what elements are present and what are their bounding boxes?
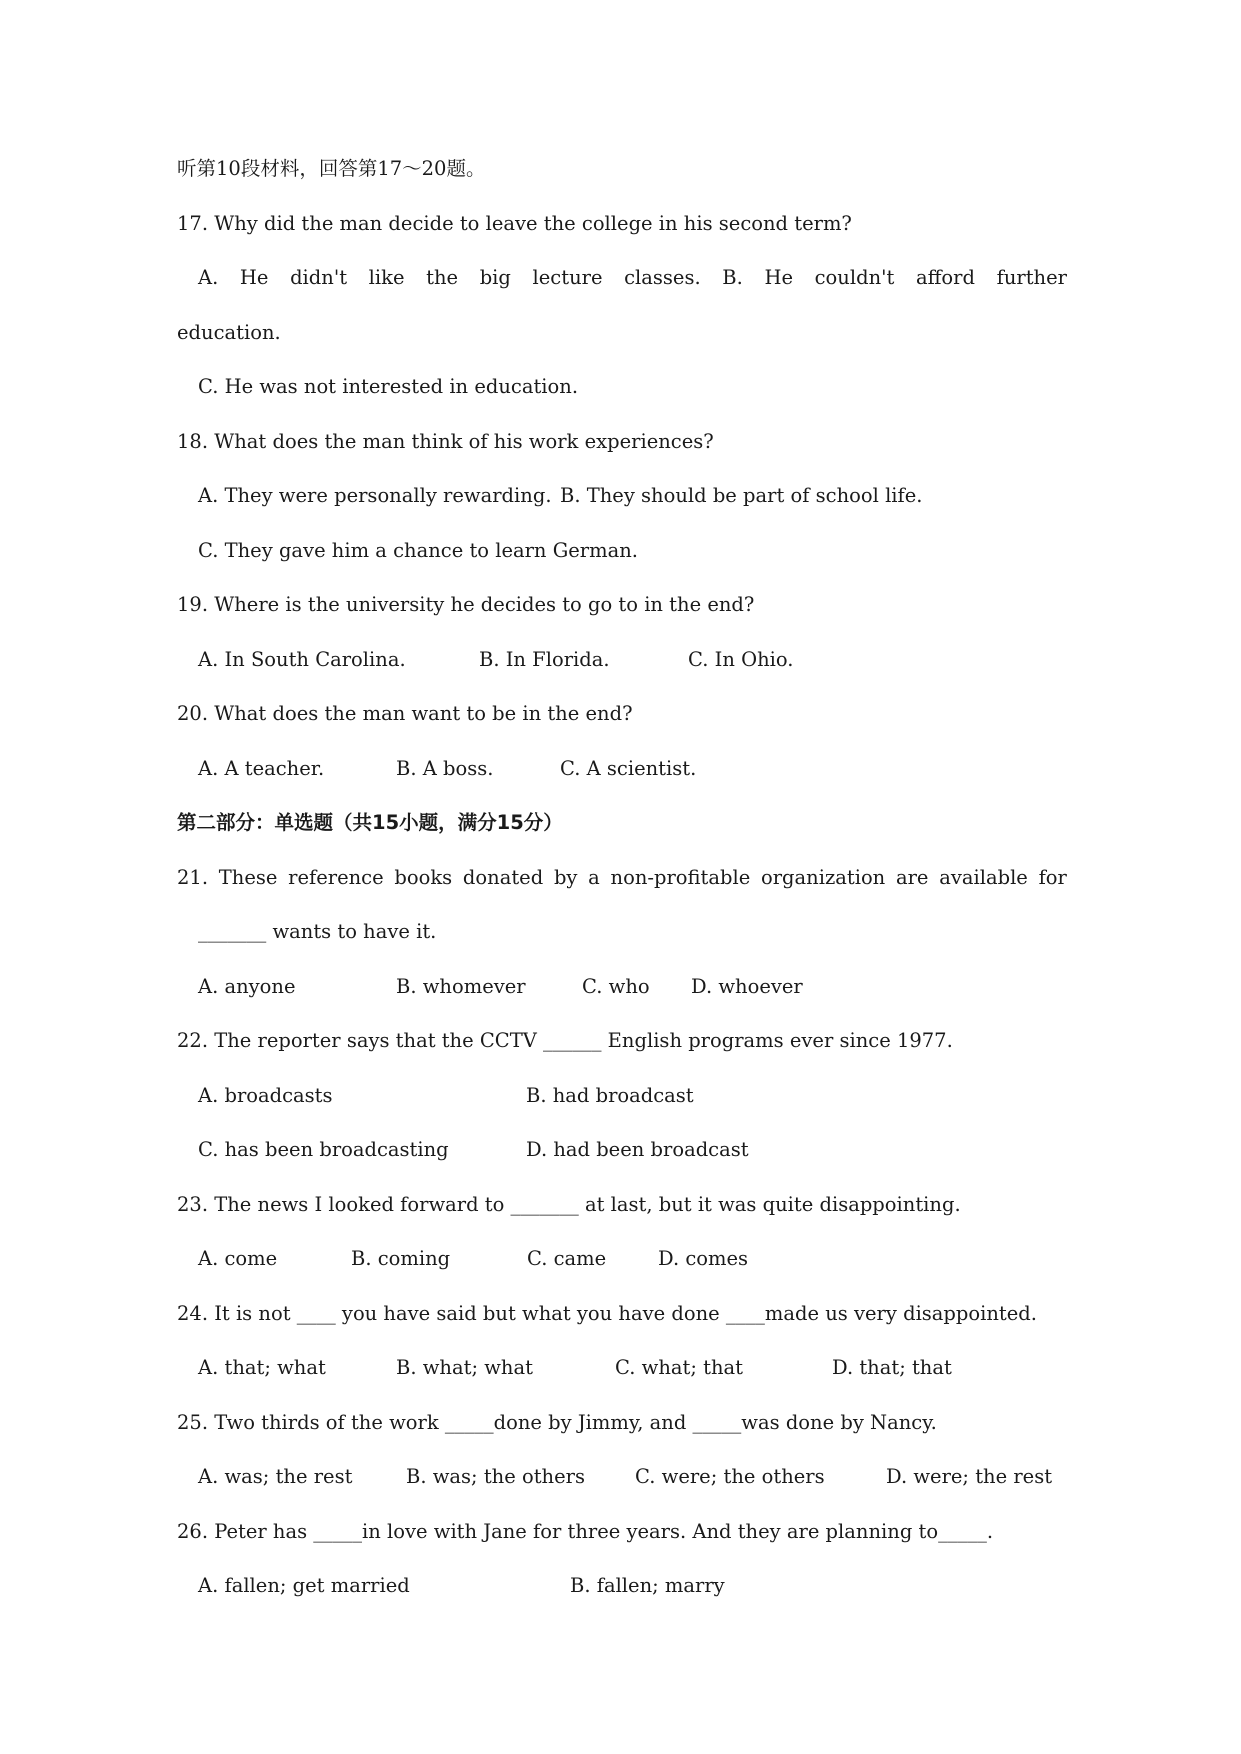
question-21-stem-word: are (895, 865, 929, 889)
question-21-option-d: D. whoever (691, 974, 803, 998)
question-17-stem: 17. Why did the man decide to leave the college in his second term? (177, 211, 852, 235)
question-17-option-word: didn't (290, 266, 348, 289)
question-19-option-c: C. In Ohio. (688, 647, 794, 671)
question-20-option-b: B. A boss. (396, 756, 494, 780)
question-26-option-b: B. fallen; marry (570, 1574, 725, 1597)
question-23-stem: 23. The news I looked forward to _______ at last, but it was quite disappointing. (177, 1192, 961, 1216)
question-23-option-d: D. comes (658, 1247, 749, 1270)
question-17-option-word: classes. (624, 266, 701, 289)
question-21-stem-justified (177, 863, 1067, 893)
section-2-heading: 第二部分：单选题（共15小题，满分15分） (177, 811, 563, 834)
question-24-stem: 24. It is not ____ you have said but what you have done ____made us very disappointed. (177, 1301, 1037, 1325)
question-17-options-ab-justified (198, 263, 1067, 293)
question-21-stem-word: reference (288, 865, 384, 889)
question-17-option-word: A. (198, 266, 219, 289)
question-25-option-a: A. was; the rest (198, 1465, 353, 1488)
question-26-stem: 26. Peter has _____in love with Jane for three years. And they are planning to_____. (177, 1519, 994, 1543)
question-21-option-c: C. who (582, 974, 650, 998)
question-21-stem-word: 21. (177, 865, 209, 889)
question-22-option-c: C. has been broadcasting (198, 1138, 449, 1161)
question-25-option-b: B. was; the others (406, 1465, 585, 1488)
question-18-stem: 18. What does the man think of his work experiences? (177, 429, 714, 453)
question-24-options (177, 1353, 1067, 1408)
question-22-options-cd (177, 1135, 1067, 1190)
question-21-stem-word: available (939, 865, 1028, 889)
question-17-option-word: further (996, 266, 1067, 289)
question-18-option-c: C. They gave him a chance to learn German. (198, 538, 639, 562)
question-17-options-ab (177, 263, 1067, 318)
question-22-option-b: B. had broadcast (526, 1083, 694, 1107)
question-21-options (177, 972, 1067, 1027)
question-22-option-d: D. had been broadcast (526, 1138, 749, 1161)
question-21-stem-word: a (588, 865, 600, 889)
question-17-option-word: like (368, 266, 405, 289)
question-19-option-a: A. In South Carolina. (198, 647, 406, 671)
listening-intro: 听第10段材料，回答第17～20题。 (177, 157, 486, 180)
question-20-options (177, 754, 1067, 809)
question-25-option-c: C. were; the others (635, 1465, 825, 1488)
question-20-stem: 20. What does the man want to be in the end? (177, 702, 633, 725)
question-17-option-word: lecture (532, 266, 603, 289)
question-21-stem-word: These (218, 865, 278, 889)
question-18-option-b: B. They should be part of school life. (560, 484, 923, 507)
question-26-option-a: A. fallen; get married (198, 1574, 410, 1597)
question-22-options-ab (177, 1081, 1067, 1136)
question-21-stem-word: books (394, 865, 453, 889)
question-23-options (177, 1244, 1067, 1299)
question-21-stem-word: for (1038, 865, 1067, 889)
question-17-option-word: big (479, 266, 511, 289)
question-17-option-word: the (426, 266, 459, 289)
question-18-options-ab (177, 481, 1067, 536)
question-21-stem-word: organization (761, 865, 886, 889)
question-21-stem-word: non-profitable (610, 865, 751, 889)
question-21-stem-word: by (553, 865, 578, 889)
question-21-stem (177, 863, 1067, 918)
question-23-option-a: A. come (198, 1247, 278, 1270)
question-25-options (177, 1462, 1067, 1517)
question-21-stem-word: donated (462, 865, 544, 889)
question-24-option-a: A. that; what (198, 1356, 326, 1379)
question-26-options-ab (177, 1571, 1067, 1626)
question-17-option-word: afford (915, 266, 975, 289)
question-23-option-b: B. coming (351, 1247, 451, 1270)
question-17-option-c: C. He was not interested in education. (198, 375, 579, 398)
question-17-option-word: B. (722, 266, 743, 289)
question-19-stem: 19. Where is the university he decides to go to in the end? (177, 593, 755, 616)
question-17-option-word: He (764, 266, 793, 289)
question-21-option-a: A. anyone (198, 974, 296, 998)
question-21-option-b: B. whomever (396, 974, 526, 998)
question-18-option-a: A. They were personally rewarding. (198, 484, 552, 507)
question-17-option-b-continued: education. (177, 320, 281, 344)
question-19-option-b: B. In Florida. (479, 647, 610, 671)
question-17-option-word: He (239, 266, 269, 289)
question-22-option-a: A. broadcasts (198, 1083, 333, 1107)
question-24-option-b: B. what; what (396, 1356, 533, 1379)
question-17-option-word: couldn't (814, 266, 895, 289)
question-24-option-c: C. what; that (615, 1356, 743, 1379)
question-21-stem-continued: _______ wants to have it. (198, 920, 437, 943)
question-24-option-d: D. that; that (832, 1356, 952, 1379)
question-25-stem: 25. Two thirds of the work _____done by Jimmy, and _____was done by Nancy. (177, 1410, 937, 1434)
document-body (177, 154, 1067, 1626)
question-19-options (177, 645, 1067, 700)
question-22-stem: 22. The reporter says that the CCTV ______ English programs ever since 1977. (177, 1029, 953, 1052)
question-25-option-d: D. were; the rest (886, 1465, 1053, 1488)
question-20-option-c: C. A scientist. (560, 756, 697, 780)
question-20-option-a: A. A teacher. (198, 756, 325, 780)
question-23-option-c: C. came (527, 1247, 607, 1270)
